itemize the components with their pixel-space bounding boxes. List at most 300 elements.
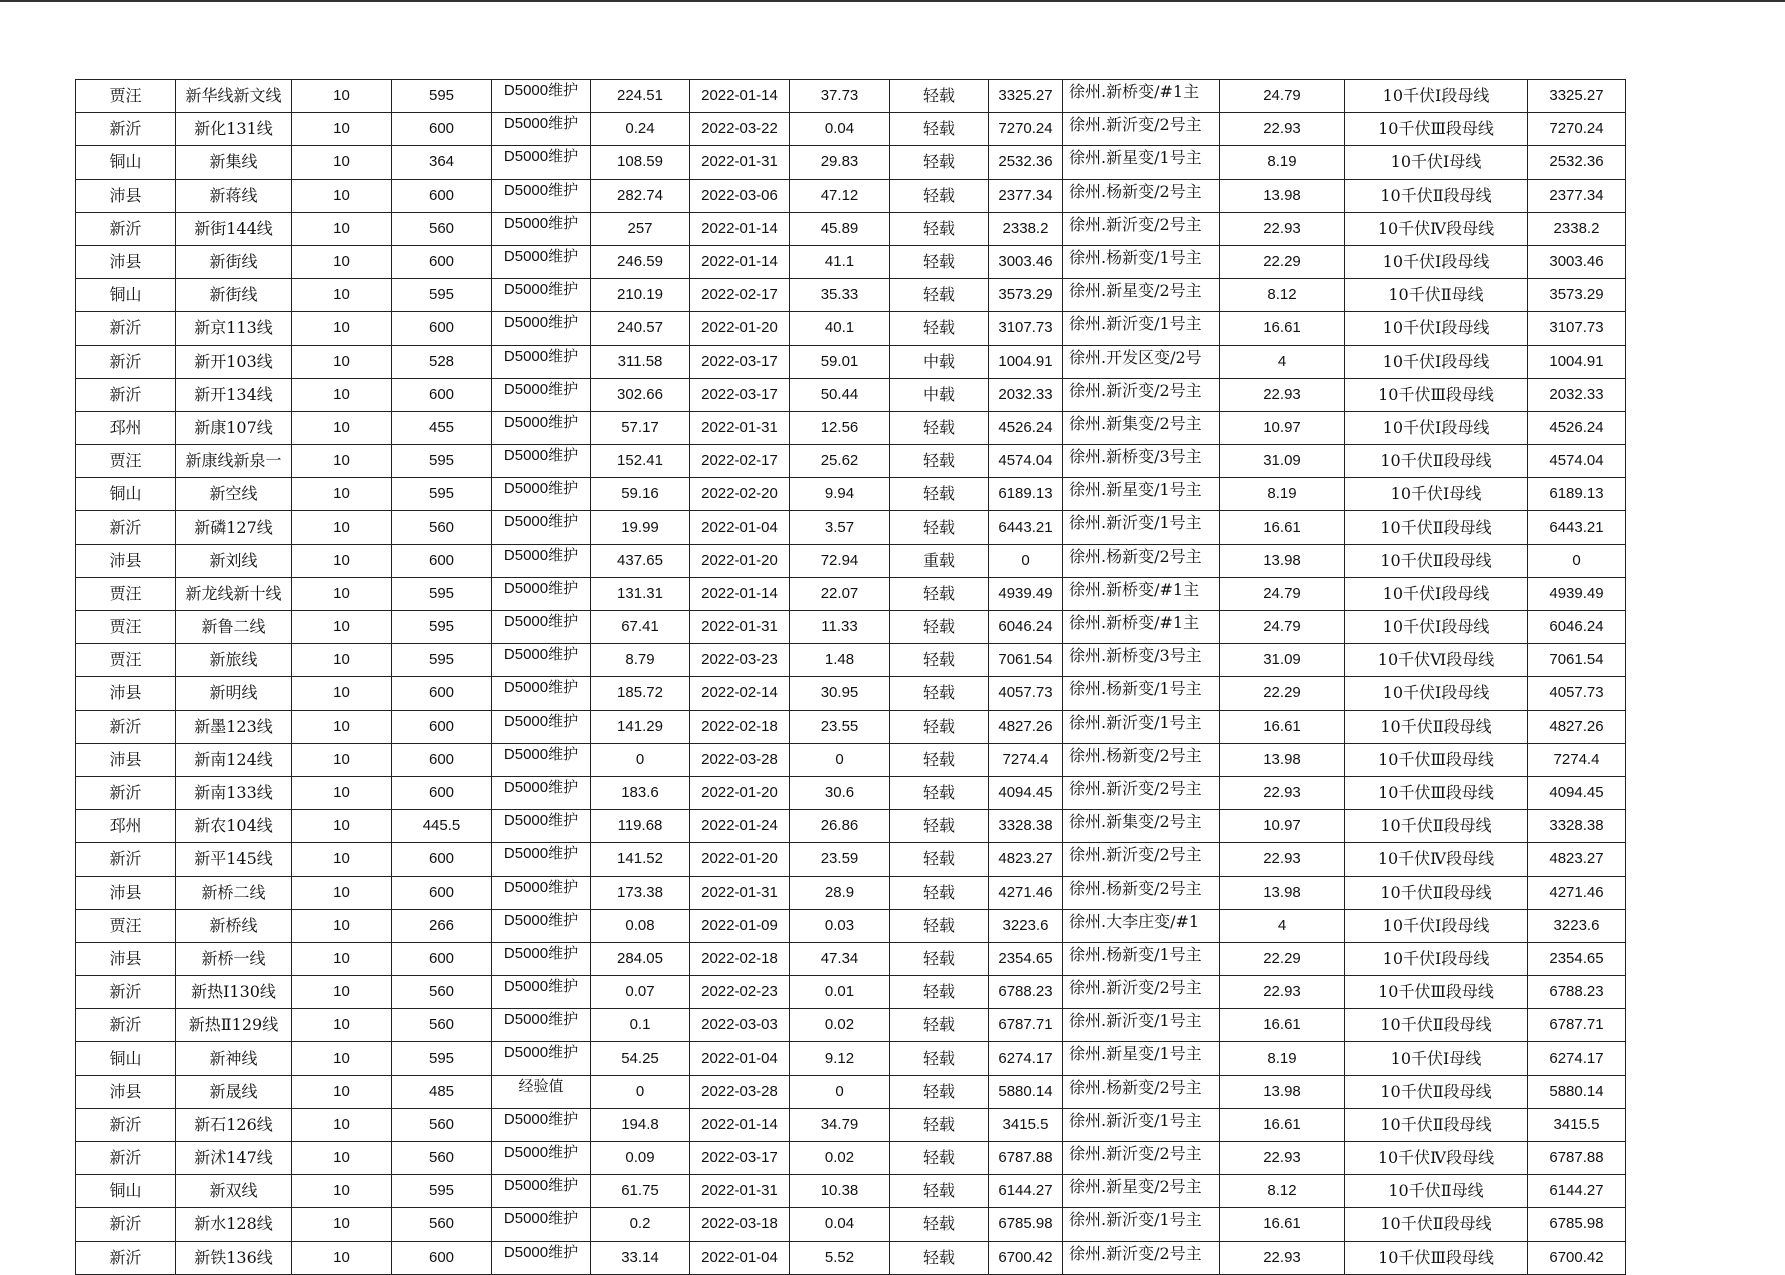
load-status-cell: 轻载 — [890, 810, 989, 843]
data-source-cell: D5000维护 — [492, 1009, 591, 1042]
max-current-cell: 282.74 — [591, 179, 690, 212]
table-row — [76, 776, 1626, 809]
rated-current-cell: 595 — [392, 1175, 492, 1208]
bus-segment-cell: 10千伏Ⅰ段母线 — [1345, 677, 1528, 710]
max-date-cell: 2022-03-03 — [690, 1009, 790, 1042]
load-rate-cell: 34.79 — [790, 1108, 890, 1141]
voltage-cell: 10 — [292, 909, 392, 942]
available-capacity-cell: 4271.46 — [989, 876, 1063, 909]
substation-cell: 徐州.开发区变/2号 — [1063, 345, 1220, 378]
main-transformer-load-cell: 13.98 — [1220, 743, 1345, 776]
line-name-cell: 新神线 — [176, 1042, 292, 1075]
district-cell: 沛县 — [76, 1075, 176, 1108]
capacity-cell: 6189.13 — [1528, 478, 1626, 511]
voltage-cell: 10 — [292, 776, 392, 809]
district-cell: 铜山 — [76, 279, 176, 312]
rated-current-cell: 600 — [392, 544, 492, 577]
capacity-cell: 3415.5 — [1528, 1108, 1626, 1141]
bus-segment-cell: 10千伏Ⅱ段母线 — [1345, 710, 1528, 743]
load-rate-cell: 0.01 — [790, 976, 890, 1009]
available-capacity-cell: 6144.27 — [989, 1175, 1063, 1208]
district-cell: 沛县 — [76, 743, 176, 776]
table-row — [76, 1175, 1626, 1208]
rated-current-cell: 600 — [392, 710, 492, 743]
load-status-cell: 轻载 — [890, 843, 989, 876]
load-rate-cell: 41.1 — [790, 245, 890, 278]
rated-current-cell: 600 — [392, 743, 492, 776]
main-transformer-load-cell: 16.61 — [1220, 710, 1345, 743]
capacity-cell: 3325.27 — [1528, 80, 1626, 113]
available-capacity-cell: 6443.21 — [989, 511, 1063, 544]
district-cell: 新沂 — [76, 1108, 176, 1141]
available-capacity-cell: 0 — [989, 544, 1063, 577]
max-current-cell: 0.24 — [591, 113, 690, 146]
capacity-cell: 3328.38 — [1528, 810, 1626, 843]
bus-segment-cell: 10千伏Ⅰ母线 — [1345, 146, 1528, 179]
rated-current-cell: 600 — [392, 245, 492, 278]
line-name-cell: 新水128线 — [176, 1208, 292, 1241]
max-date-cell: 2022-03-17 — [690, 1142, 790, 1175]
load-status-cell: 轻载 — [890, 776, 989, 809]
bus-segment-cell: 10千伏Ⅲ段母线 — [1345, 776, 1528, 809]
load-status-cell: 轻载 — [890, 411, 989, 444]
data-source-cell: D5000维护 — [492, 876, 591, 909]
district-cell: 沛县 — [76, 179, 176, 212]
load-rate-cell: 5.52 — [790, 1241, 890, 1274]
load-rate-cell: 29.83 — [790, 146, 890, 179]
data-source-cell: D5000维护 — [492, 212, 591, 245]
voltage-cell: 10 — [292, 942, 392, 975]
line-name-cell: 新南133线 — [176, 776, 292, 809]
available-capacity-cell: 6189.13 — [989, 478, 1063, 511]
substation-cell: 徐州.新沂变/1号主 — [1063, 511, 1220, 544]
voltage-cell: 10 — [292, 577, 392, 610]
voltage-cell: 10 — [292, 113, 392, 146]
district-cell: 铜山 — [76, 1042, 176, 1075]
data-source-cell: D5000维护 — [492, 1142, 591, 1175]
line-name-cell: 新平145线 — [176, 843, 292, 876]
max-current-cell: 257 — [591, 212, 690, 245]
max-current-cell: 0 — [591, 743, 690, 776]
max-date-cell: 2022-01-14 — [690, 80, 790, 113]
max-date-cell: 2022-02-17 — [690, 279, 790, 312]
voltage-cell: 10 — [292, 976, 392, 1009]
line-name-cell: 新墨123线 — [176, 710, 292, 743]
load-status-cell: 轻载 — [890, 1175, 989, 1208]
table-row — [76, 478, 1626, 511]
rated-current-cell: 528 — [392, 345, 492, 378]
substation-cell: 徐州.新桥变/#1主 — [1063, 577, 1220, 610]
max-current-cell: 0.08 — [591, 909, 690, 942]
rated-current-cell: 595 — [392, 577, 492, 610]
voltage-cell: 10 — [292, 611, 392, 644]
main-transformer-load-cell: 22.93 — [1220, 1241, 1345, 1274]
substation-cell: 徐州.杨新变/2号主 — [1063, 544, 1220, 577]
table-row — [76, 279, 1626, 312]
district-cell: 新沂 — [76, 378, 176, 411]
bus-segment-cell: 10千伏Ⅳ段母线 — [1345, 843, 1528, 876]
capacity-cell: 0 — [1528, 544, 1626, 577]
main-transformer-load-cell: 22.93 — [1220, 1142, 1345, 1175]
line-name-cell: 新沭147线 — [176, 1142, 292, 1175]
table-row — [76, 378, 1626, 411]
max-date-cell: 2022-03-28 — [690, 743, 790, 776]
spreadsheet-page — [75, 79, 1626, 1275]
data-source-cell: D5000维护 — [492, 445, 591, 478]
table-row — [76, 1009, 1626, 1042]
bus-segment-cell: 10千伏Ⅰ母线 — [1345, 478, 1528, 511]
district-cell: 贾汪 — [76, 577, 176, 610]
line-name-cell: 新龙线新十线 — [176, 577, 292, 610]
voltage-cell: 10 — [292, 345, 392, 378]
capacity-cell: 6788.23 — [1528, 976, 1626, 1009]
table-row — [76, 644, 1626, 677]
max-date-cell: 2022-01-14 — [690, 1108, 790, 1141]
max-date-cell: 2022-01-24 — [690, 810, 790, 843]
voltage-cell: 10 — [292, 411, 392, 444]
load-rate-cell: 22.07 — [790, 577, 890, 610]
table-row — [76, 810, 1626, 843]
rated-current-cell: 266 — [392, 909, 492, 942]
bus-segment-cell: 10千伏Ⅲ段母线 — [1345, 976, 1528, 1009]
capacity-cell: 4057.73 — [1528, 677, 1626, 710]
load-status-cell: 轻载 — [890, 80, 989, 113]
capacity-cell: 2354.65 — [1528, 942, 1626, 975]
max-current-cell: 0.09 — [591, 1142, 690, 1175]
load-status-cell: 轻载 — [890, 212, 989, 245]
district-cell: 沛县 — [76, 677, 176, 710]
rated-current-cell: 600 — [392, 876, 492, 909]
max-current-cell: 224.51 — [591, 80, 690, 113]
capacity-cell: 6700.42 — [1528, 1241, 1626, 1274]
main-transformer-load-cell: 8.12 — [1220, 1175, 1345, 1208]
substation-cell: 徐州.新沂变/2号主 — [1063, 113, 1220, 146]
substation-cell: 徐州.新集变/2号主 — [1063, 411, 1220, 444]
load-rate-cell: 35.33 — [790, 279, 890, 312]
capacity-cell: 1004.91 — [1528, 345, 1626, 378]
load-status-cell: 轻载 — [890, 1042, 989, 1075]
table-row — [76, 411, 1626, 444]
data-source-cell: D5000维护 — [492, 245, 591, 278]
load-status-cell: 轻载 — [890, 743, 989, 776]
data-source-cell: D5000维护 — [492, 544, 591, 577]
max-date-cell: 2022-03-22 — [690, 113, 790, 146]
substation-cell: 徐州.新桥变/#1主 — [1063, 80, 1220, 113]
max-date-cell: 2022-01-31 — [690, 1175, 790, 1208]
data-source-cell: D5000维护 — [492, 942, 591, 975]
line-name-cell: 新蒋线 — [176, 179, 292, 212]
max-current-cell: 119.68 — [591, 810, 690, 843]
line-name-cell: 新晟线 — [176, 1075, 292, 1108]
capacity-cell: 4827.26 — [1528, 710, 1626, 743]
district-cell: 新沂 — [76, 1241, 176, 1274]
available-capacity-cell: 6785.98 — [989, 1208, 1063, 1241]
max-date-cell: 2022-03-17 — [690, 378, 790, 411]
available-capacity-cell: 6787.88 — [989, 1142, 1063, 1175]
bus-segment-cell: 10千伏Ⅱ母线 — [1345, 1175, 1528, 1208]
table-row — [76, 942, 1626, 975]
rated-current-cell: 600 — [392, 1241, 492, 1274]
max-date-cell: 2022-02-18 — [690, 710, 790, 743]
load-status-cell: 轻载 — [890, 179, 989, 212]
district-cell: 沛县 — [76, 876, 176, 909]
district-cell: 沛县 — [76, 245, 176, 278]
district-cell: 新沂 — [76, 776, 176, 809]
capacity-cell: 6787.71 — [1528, 1009, 1626, 1042]
data-source-cell: D5000维护 — [492, 478, 591, 511]
substation-cell: 徐州.新桥变/#1主 — [1063, 611, 1220, 644]
max-date-cell: 2022-02-20 — [690, 478, 790, 511]
available-capacity-cell: 3325.27 — [989, 80, 1063, 113]
bus-segment-cell: 10千伏Ⅵ段母线 — [1345, 644, 1528, 677]
substation-cell: 徐州.新沂变/2号主 — [1063, 843, 1220, 876]
table-row — [76, 976, 1626, 1009]
load-rate-cell: 59.01 — [790, 345, 890, 378]
available-capacity-cell: 2354.65 — [989, 942, 1063, 975]
available-capacity-cell: 2377.34 — [989, 179, 1063, 212]
substation-cell: 徐州.新星变/1号主 — [1063, 478, 1220, 511]
data-source-cell: D5000维护 — [492, 312, 591, 345]
max-date-cell: 2022-01-04 — [690, 1241, 790, 1274]
max-date-cell: 2022-03-18 — [690, 1208, 790, 1241]
main-transformer-load-cell: 22.93 — [1220, 113, 1345, 146]
table-row — [76, 445, 1626, 478]
load-rate-cell: 47.34 — [790, 942, 890, 975]
capacity-cell: 2377.34 — [1528, 179, 1626, 212]
district-cell: 贾汪 — [76, 644, 176, 677]
data-source-cell: D5000维护 — [492, 179, 591, 212]
main-transformer-load-cell: 10.97 — [1220, 411, 1345, 444]
data-source-cell: D5000维护 — [492, 80, 591, 113]
capacity-cell: 2532.36 — [1528, 146, 1626, 179]
max-current-cell: 183.6 — [591, 776, 690, 809]
rated-current-cell: 364 — [392, 146, 492, 179]
load-rate-cell: 1.48 — [790, 644, 890, 677]
available-capacity-cell: 6787.71 — [989, 1009, 1063, 1042]
table-row — [76, 577, 1626, 610]
available-capacity-cell: 6700.42 — [989, 1241, 1063, 1274]
district-cell: 沛县 — [76, 942, 176, 975]
load-status-cell: 轻载 — [890, 511, 989, 544]
max-date-cell: 2022-01-14 — [690, 577, 790, 610]
load-status-cell: 轻载 — [890, 1108, 989, 1141]
voltage-cell: 10 — [292, 544, 392, 577]
bus-segment-cell: 10千伏Ⅲ段母线 — [1345, 743, 1528, 776]
line-name-cell: 新街144线 — [176, 212, 292, 245]
data-source-cell: D5000维护 — [492, 677, 591, 710]
main-transformer-load-cell: 4 — [1220, 345, 1345, 378]
table-row — [76, 146, 1626, 179]
load-rate-cell: 0.03 — [790, 909, 890, 942]
max-current-cell: 67.41 — [591, 611, 690, 644]
voltage-cell: 10 — [292, 677, 392, 710]
capacity-cell: 3223.6 — [1528, 909, 1626, 942]
available-capacity-cell: 3107.73 — [989, 312, 1063, 345]
table-row — [76, 1042, 1626, 1075]
bus-segment-cell: 10千伏Ⅱ段母线 — [1345, 1208, 1528, 1241]
rated-current-cell: 600 — [392, 378, 492, 411]
table-row — [76, 80, 1626, 113]
available-capacity-cell: 1004.91 — [989, 345, 1063, 378]
max-date-cell: 2022-03-06 — [690, 179, 790, 212]
table-row — [76, 743, 1626, 776]
rated-current-cell: 600 — [392, 843, 492, 876]
available-capacity-cell: 7274.4 — [989, 743, 1063, 776]
voltage-cell: 10 — [292, 478, 392, 511]
max-current-cell: 33.14 — [591, 1241, 690, 1274]
available-capacity-cell: 3415.5 — [989, 1108, 1063, 1141]
max-date-cell: 2022-01-04 — [690, 511, 790, 544]
load-rate-cell: 26.86 — [790, 810, 890, 843]
voltage-cell: 10 — [292, 1009, 392, 1042]
data-source-cell: D5000维护 — [492, 146, 591, 179]
data-source-cell: D5000维护 — [492, 1241, 591, 1274]
rated-current-cell: 560 — [392, 1142, 492, 1175]
capacity-cell: 2338.2 — [1528, 212, 1626, 245]
line-name-cell: 新刘线 — [176, 544, 292, 577]
bus-segment-cell: 10千伏Ⅰ段母线 — [1345, 312, 1528, 345]
substation-cell: 徐州.新沂变/2号主 — [1063, 776, 1220, 809]
line-name-cell: 新南124线 — [176, 743, 292, 776]
voltage-cell: 10 — [292, 644, 392, 677]
table-body — [76, 80, 1626, 1275]
voltage-cell: 10 — [292, 743, 392, 776]
bus-segment-cell: 10千伏Ⅱ段母线 — [1345, 810, 1528, 843]
max-date-cell: 2022-01-04 — [690, 1042, 790, 1075]
district-cell: 新沂 — [76, 1142, 176, 1175]
district-cell: 新沂 — [76, 113, 176, 146]
load-status-cell: 轻载 — [890, 942, 989, 975]
max-current-cell: 194.8 — [591, 1108, 690, 1141]
load-status-cell: 轻载 — [890, 146, 989, 179]
load-status-cell: 中载 — [890, 378, 989, 411]
max-current-cell: 19.99 — [591, 511, 690, 544]
bus-segment-cell: 10千伏Ⅱ段母线 — [1345, 179, 1528, 212]
district-cell: 新沂 — [76, 843, 176, 876]
voltage-cell: 10 — [292, 445, 392, 478]
substation-cell: 徐州.新桥变/3号主 — [1063, 644, 1220, 677]
rated-current-cell: 485 — [392, 1075, 492, 1108]
table-row — [76, 876, 1626, 909]
max-date-cell: 2022-01-14 — [690, 245, 790, 278]
district-cell: 新沂 — [76, 212, 176, 245]
voltage-cell: 10 — [292, 876, 392, 909]
load-rate-cell: 9.12 — [790, 1042, 890, 1075]
main-transformer-load-cell: 22.29 — [1220, 677, 1345, 710]
district-cell: 贾汪 — [76, 611, 176, 644]
rated-current-cell: 600 — [392, 179, 492, 212]
voltage-cell: 10 — [292, 279, 392, 312]
capacity-cell: 3003.46 — [1528, 245, 1626, 278]
available-capacity-cell: 6274.17 — [989, 1042, 1063, 1075]
district-cell: 沛县 — [76, 544, 176, 577]
available-capacity-cell: 4574.04 — [989, 445, 1063, 478]
max-date-cell: 2022-02-17 — [690, 445, 790, 478]
table-row — [76, 710, 1626, 743]
main-transformer-load-cell: 8.19 — [1220, 478, 1345, 511]
table-row — [76, 1142, 1626, 1175]
max-date-cell: 2022-02-14 — [690, 677, 790, 710]
rated-current-cell: 600 — [392, 113, 492, 146]
max-date-cell: 2022-02-18 — [690, 942, 790, 975]
voltage-cell: 10 — [292, 146, 392, 179]
max-date-cell: 2022-01-31 — [690, 146, 790, 179]
load-status-cell: 轻载 — [890, 1208, 989, 1241]
load-rate-cell: 40.1 — [790, 312, 890, 345]
load-status-cell: 轻载 — [890, 611, 989, 644]
bus-segment-cell: 10千伏Ⅱ段母线 — [1345, 544, 1528, 577]
substation-cell: 徐州.杨新变/1号主 — [1063, 942, 1220, 975]
capacity-cell: 3573.29 — [1528, 279, 1626, 312]
capacity-cell: 4094.45 — [1528, 776, 1626, 809]
capacity-cell: 6443.21 — [1528, 511, 1626, 544]
capacity-cell: 6787.88 — [1528, 1142, 1626, 1175]
voltage-cell: 10 — [292, 1241, 392, 1274]
load-status-cell: 轻载 — [890, 876, 989, 909]
line-name-cell: 新桥二线 — [176, 876, 292, 909]
rated-current-cell: 600 — [392, 942, 492, 975]
district-cell: 新沂 — [76, 976, 176, 1009]
voltage-cell: 10 — [292, 810, 392, 843]
line-name-cell: 新空线 — [176, 478, 292, 511]
main-transformer-load-cell: 16.61 — [1220, 1208, 1345, 1241]
data-source-cell: D5000维护 — [492, 1042, 591, 1075]
voltage-cell: 10 — [292, 1075, 392, 1108]
capacity-cell: 4271.46 — [1528, 876, 1626, 909]
load-rate-cell: 0 — [790, 743, 890, 776]
load-status-cell: 轻载 — [890, 445, 989, 478]
data-source-cell: D5000维护 — [492, 1175, 591, 1208]
bus-segment-cell: 10千伏Ⅰ段母线 — [1345, 942, 1528, 975]
main-transformer-load-cell: 31.09 — [1220, 644, 1345, 677]
substation-cell: 徐州.新沂变/2号主 — [1063, 378, 1220, 411]
line-name-cell: 新集线 — [176, 146, 292, 179]
line-name-cell: 新农104线 — [176, 810, 292, 843]
load-status-cell: 轻载 — [890, 279, 989, 312]
data-source-cell: D5000维护 — [492, 1208, 591, 1241]
table-row — [76, 179, 1626, 212]
rated-current-cell: 595 — [392, 1042, 492, 1075]
table-row — [76, 312, 1626, 345]
substation-cell: 徐州.新沂变/2号主 — [1063, 212, 1220, 245]
line-name-cell: 新京113线 — [176, 312, 292, 345]
data-source-cell: D5000维护 — [492, 611, 591, 644]
load-status-cell: 轻载 — [890, 1009, 989, 1042]
district-cell: 新沂 — [76, 1009, 176, 1042]
bus-segment-cell: 10千伏Ⅲ段母线 — [1345, 378, 1528, 411]
bus-segment-cell: 10千伏Ⅰ段母线 — [1345, 411, 1528, 444]
max-current-cell: 437.65 — [591, 544, 690, 577]
available-capacity-cell: 4827.26 — [989, 710, 1063, 743]
line-name-cell: 新开134线 — [176, 378, 292, 411]
line-name-cell: 新街线 — [176, 279, 292, 312]
main-transformer-load-cell: 13.98 — [1220, 1075, 1345, 1108]
rated-current-cell: 560 — [392, 1009, 492, 1042]
substation-cell: 徐州.新沂变/1号主 — [1063, 312, 1220, 345]
max-current-cell: 246.59 — [591, 245, 690, 278]
table-row — [76, 677, 1626, 710]
main-transformer-load-cell: 24.79 — [1220, 80, 1345, 113]
table-row — [76, 1075, 1626, 1108]
table-row — [76, 511, 1626, 544]
available-capacity-cell: 4094.45 — [989, 776, 1063, 809]
substation-cell: 徐州.杨新变/1号主 — [1063, 677, 1220, 710]
main-transformer-load-cell: 8.19 — [1220, 146, 1345, 179]
voltage-cell: 10 — [292, 1142, 392, 1175]
rated-current-cell: 595 — [392, 611, 492, 644]
data-source-cell: D5000维护 — [492, 909, 591, 942]
available-capacity-cell: 4823.27 — [989, 843, 1063, 876]
